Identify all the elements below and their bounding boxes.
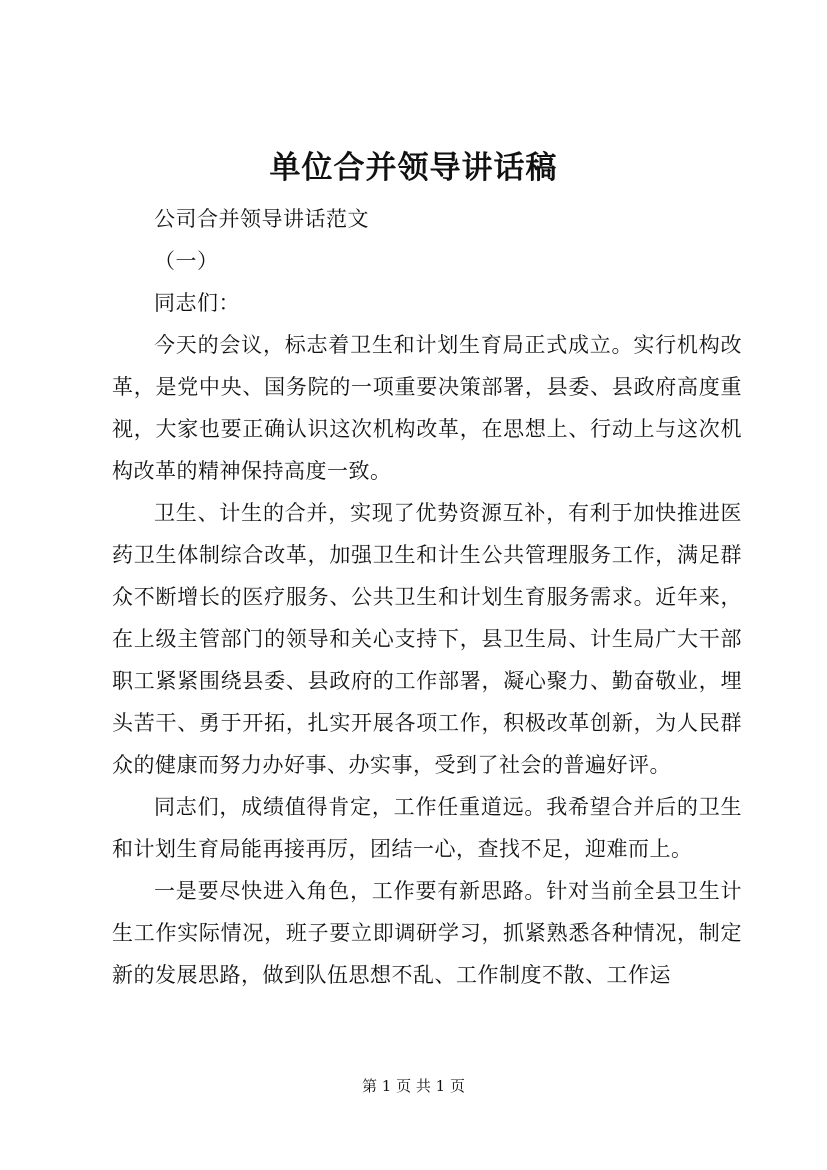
page-footer: 第 1 页 共 1 页 (362, 1077, 465, 1095)
body-paragraph: 一是要尽快进入角色，工作要有新思路。针对当前全县卫生计生工作实际情况，班子要立即调研学习，抓紧熟悉各种情况，制定新的发展思路，做到队伍思想不乱、工作制度不散、工作运 (112, 879, 742, 987)
subtitle-paragraph: 公司合并领导讲话范文 (154, 207, 369, 231)
body-paragraph: 同志们，成绩值得肯定，工作任重道远。我希望合并后的卫生和计划生育局能再接再厉，团结一心，查找不足，迎难而上。 (112, 795, 742, 861)
salutation-paragraph: 同志们： (154, 291, 240, 315)
body-paragraph: 今天的会议，标志着卫生和计划生育局正式成立。实行机构改革，是党中央、国务院的一项重要决策部署，县委、县政府高度重视，大家也要正确认识这次机构改革，在思想上、行动上与这次机构改革的精神保持高度一致。 (112, 333, 742, 483)
document-title: 单位合并领导讲话稿 (269, 150, 558, 186)
body-paragraph: 卫生、计生的合并，实现了优势资源互补，有利于加快推进医药卫生体制综合改革，加强卫生和计生公共管理服务工作，满足群众不断增长的医疗服务、公共卫生和计划生育服务需求。近年来，在上级主管部门的领导和关心支持下，县卫生局、计生局广大干部职工紧紧围绕县委、县政府的工作部署，凝心聚力、勤奋敬业，埋头苦干、勇于开拓，扎实开展各项工作，积极改革创新，为人民群众的健康而努力办好事、办实事，受到了社会的普遍好评。 (112, 501, 742, 777)
section-number-paragraph: （一） (154, 249, 219, 273)
document-body (112, 198, 742, 996)
